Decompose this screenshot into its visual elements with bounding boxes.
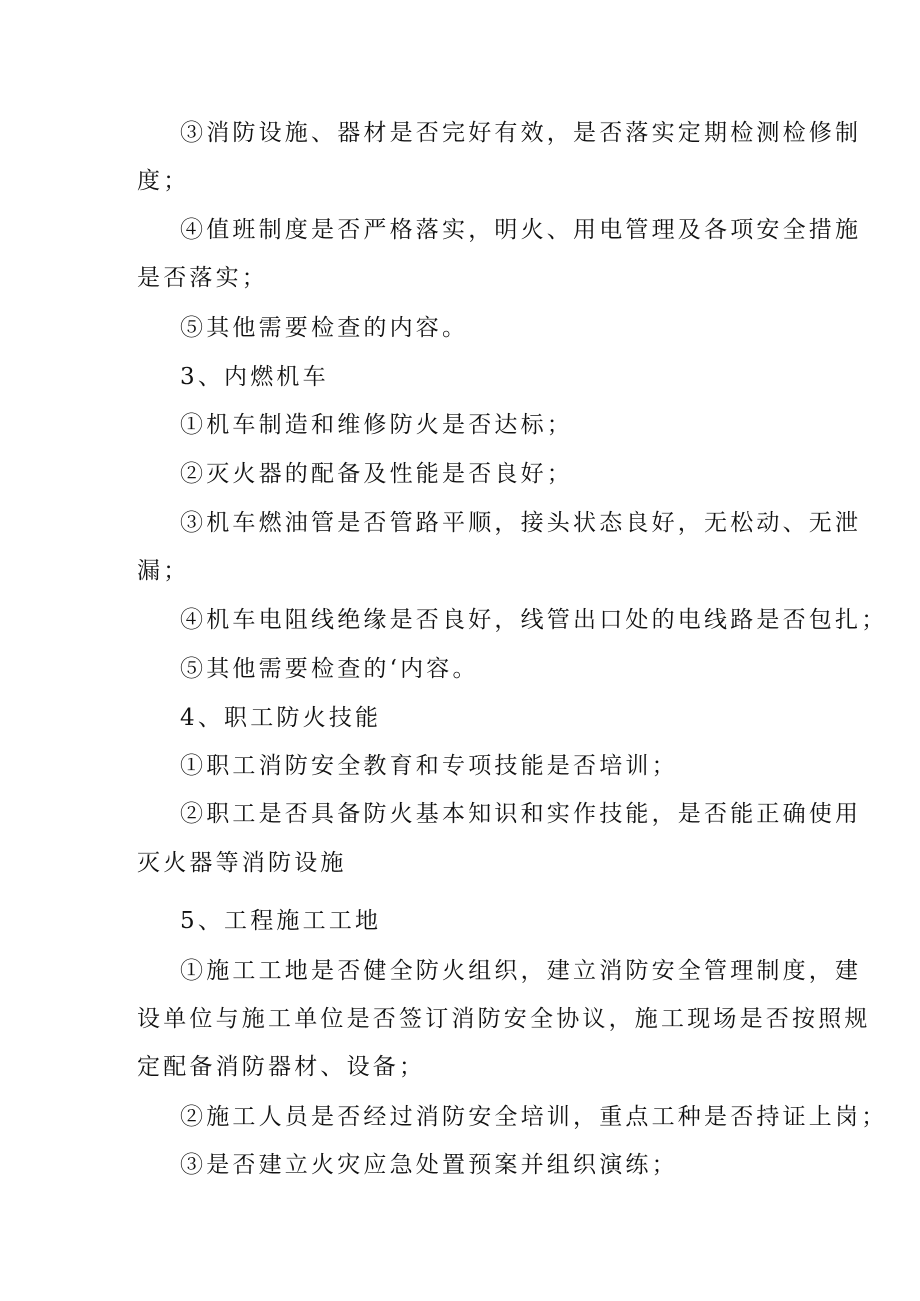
paragraph-line: ③机车燃油管是否管路平顺，接头状态良好，无松动、无泄	[180, 510, 862, 536]
paragraph-line: ①机车制造和维修防火是否达标；	[180, 412, 573, 438]
section-heading: 5、工程施工工地	[180, 908, 382, 934]
paragraph-line: 漏；	[137, 558, 190, 584]
paragraph-line: ②灭火器的配备及性能是否良好；	[180, 461, 573, 487]
paragraph-line: ⑤其他需要检查的‘内容。	[180, 656, 479, 682]
paragraph-line: 度；	[137, 168, 190, 194]
section-heading: 4、职工防火技能	[180, 705, 382, 731]
paragraph-line: ②施工人员是否经过消防安全培训，重点工种是否持证上岗；	[180, 1104, 888, 1130]
paragraph-line: ⑤其他需要检查的内容。	[180, 315, 469, 341]
paragraph-line: ①施工工地是否健全防火组织，建立消防安全管理制度，建	[180, 958, 862, 984]
paragraph-line: 是否落实；	[137, 265, 268, 291]
paragraph-line: ③消防设施、器材是否完好有效，是否落实定期检测检修制	[180, 120, 862, 146]
paragraph-line: 设单位与施工单位是否签订消防安全协议，施工现场是否按照规	[137, 1006, 871, 1032]
paragraph-line: ④值班制度是否严格落实，明火、用电管理及各项安全措施	[180, 217, 862, 243]
paragraph-line: 定配备消防器材、设备；	[137, 1054, 426, 1080]
paragraph-line: ①职工消防安全教育和专项技能是否培训；	[180, 753, 678, 779]
paragraph-line: ③是否建立火灾应急处置预案并组织演练；	[180, 1152, 678, 1178]
paragraph-line: 灭火器等消防设施	[137, 850, 347, 876]
section-heading: 3、内燃机车	[180, 364, 329, 390]
paragraph-line: ④机车电阻线绝缘是否良好，线管出口处的电线路是否包扎；	[180, 607, 888, 633]
paragraph-line: ②职工是否具备防火基本知识和实作技能，是否能正确使用	[180, 801, 862, 827]
